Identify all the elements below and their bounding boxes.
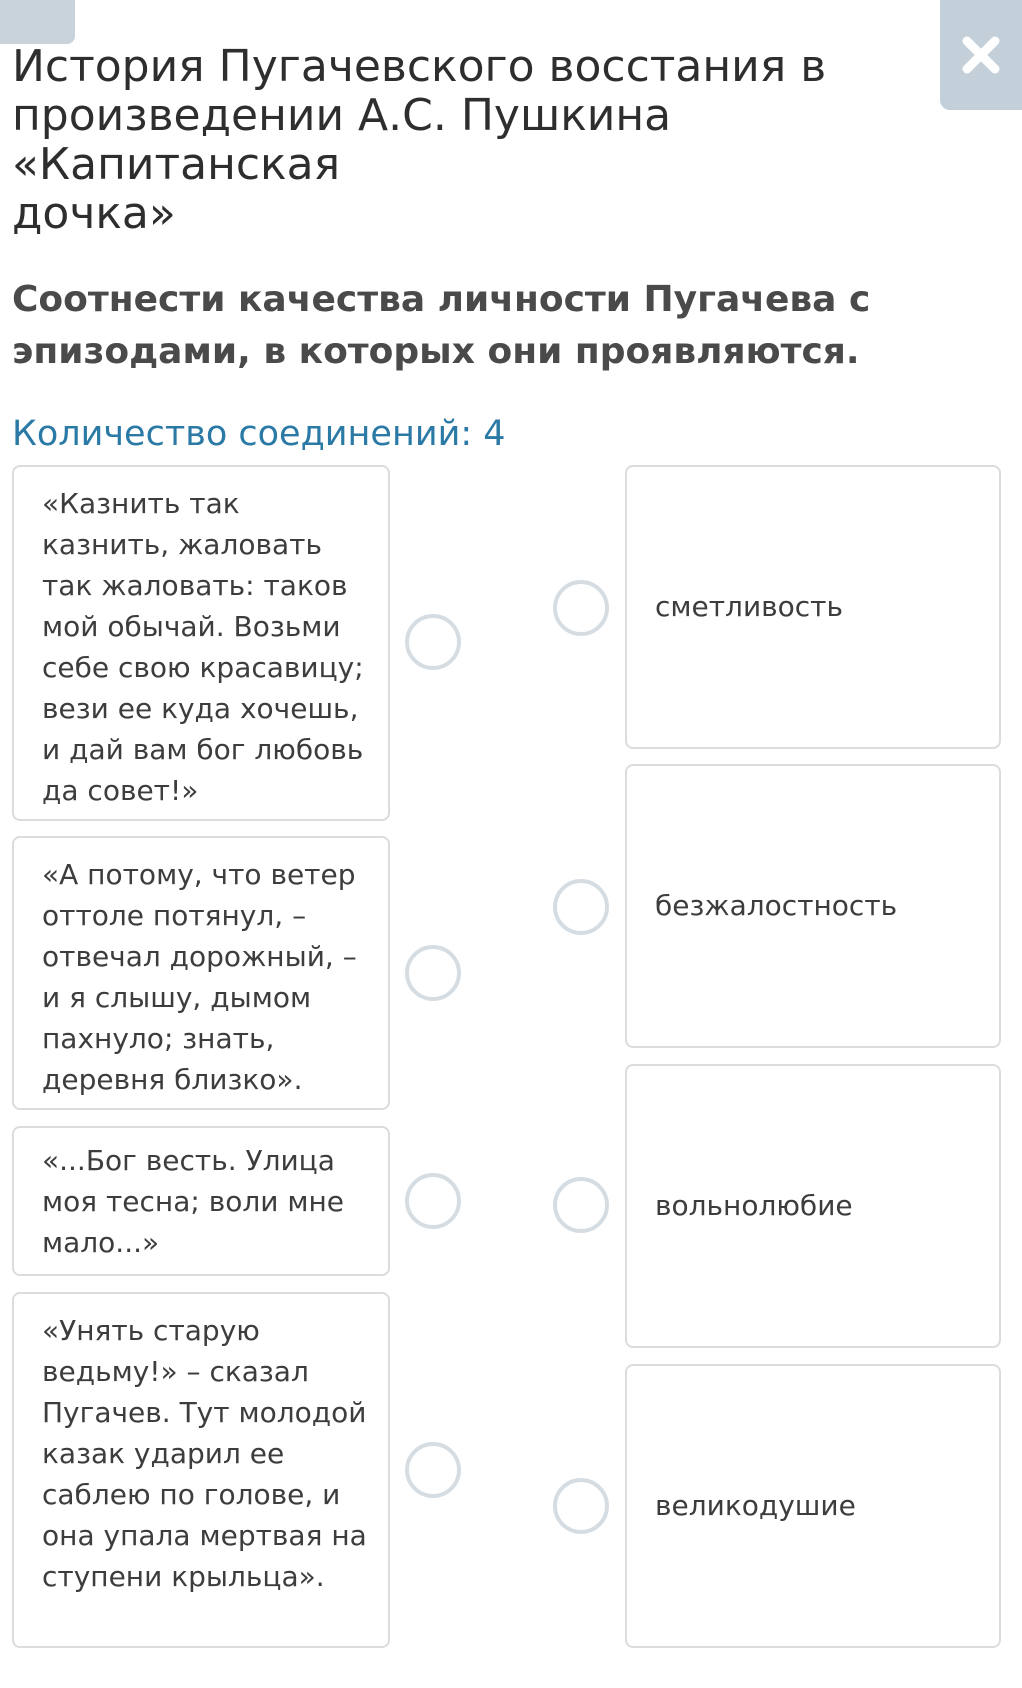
left-card-text: «Казнить так казнить, жаловать так жаловать: таков мой обычай. Возьми себе свою красавицу; вези ее куда хочешь, и дай вам бог любовь да совет!» bbox=[42, 487, 364, 807]
right-card-text: сметливость bbox=[655, 590, 843, 623]
left-card-4[interactable] bbox=[12, 1292, 390, 1648]
page-title: История Пугачевского восстания в произведении А.С. Пушкина «Капитанская дочка» bbox=[12, 41, 827, 239]
left-card-text: «Унять старую ведьму!» – сказал Пугачев. Тут молодой казак ударил ее саблею по голове, и она упала мертвая на ступени крыльца». bbox=[42, 1314, 367, 1593]
left-radio-4[interactable] bbox=[405, 1442, 461, 1498]
right-card-4[interactable] bbox=[625, 1364, 1001, 1648]
left-card-1[interactable] bbox=[12, 465, 390, 821]
right-radio-2[interactable] bbox=[553, 879, 609, 935]
left-card-2[interactable] bbox=[12, 836, 390, 1110]
right-radio-1[interactable] bbox=[553, 580, 609, 636]
right-radio-4[interactable] bbox=[553, 1478, 609, 1534]
left-radio-2[interactable] bbox=[405, 945, 461, 1001]
right-radio-3[interactable] bbox=[553, 1177, 609, 1233]
left-card-3[interactable] bbox=[12, 1126, 390, 1276]
left-radio-1[interactable] bbox=[405, 614, 461, 670]
left-card-text: «...Бог весть. Улица моя тесна; воли мне мало...» bbox=[42, 1144, 345, 1259]
right-card-text: вольнолюбие bbox=[655, 1189, 853, 1222]
right-card-2[interactable] bbox=[625, 764, 1001, 1048]
left-card-text: «А потому, что ветер оттоле потянул, – отвечал дорожный, – и я слышу, дымом пахнуло; знать, деревня близко». bbox=[42, 858, 357, 1096]
question-text: Соотнести качества личности Пугачева с эпизодами, в которых они проявляются. bbox=[12, 279, 871, 372]
connections-count: Количество соединений: 4 bbox=[12, 414, 506, 454]
left-radio-3[interactable] bbox=[405, 1173, 461, 1229]
right-card-text: великодушие bbox=[655, 1489, 856, 1522]
right-card-1[interactable] bbox=[625, 465, 1001, 749]
top-tab bbox=[0, 0, 75, 44]
right-card-3[interactable] bbox=[625, 1064, 1001, 1348]
right-card-text: безжалостность bbox=[655, 889, 898, 922]
